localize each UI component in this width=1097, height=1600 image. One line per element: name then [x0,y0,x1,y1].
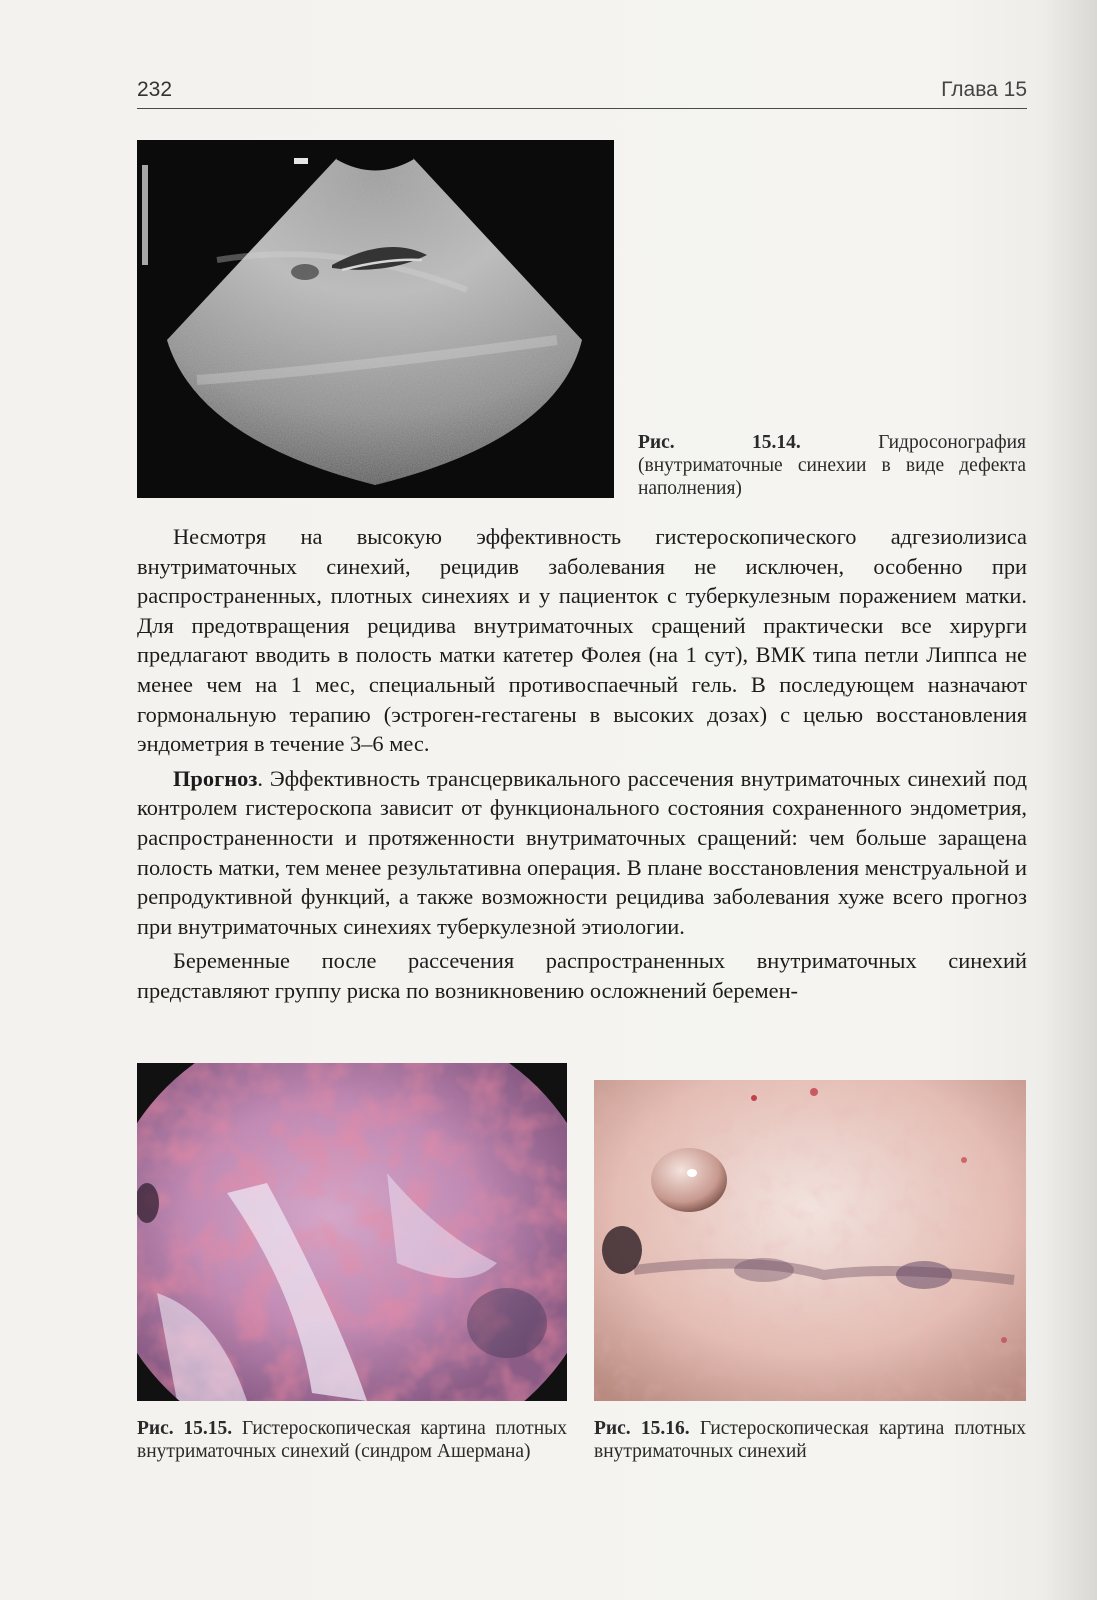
paragraph-prognosis [137,764,1027,942]
chapter-title: Глава 15 [941,78,1027,101]
prognosis-lead: Прогноз [173,765,258,791]
figure-15-15-hysteroscopy-image [137,1063,567,1401]
figure-15-15-caption-text: Гистероскопическая картина плотных внутриматочных синехий (синдром Ашермана) [137,1418,567,1462]
paragraph: Беременные после рассечения распространенных внутриматочных синехий представляют группу риска по возникновению осложнений беремен- [137,948,1027,1003]
figure-15-15-label: Рис. 15.15. [137,1418,242,1439]
paragraph: Несмотря на высокую эффективность гистероскопического адгезиолизиса внутриматочных синехий, рецидив заболевания не исключен, особенно при распространенных, плотных синехиях и у пациенток с туберкулезным поражением матки. Для предотвращения рецидива внутриматочных сращений практически все хирурги предлагают вводить в полость матки катетер Фолея (на 1 сут), ВМК типа петли Липпса не менее чем на 1 мес, специальный противоспаечный гель. В последующем назначают гормональную терапию (эстроген-гестагены в высоких дозах) с целью восстановления эндометрия в течение 3–6 мес. [137,524,1027,757]
figure-15-14-label: Рис. 15.14. [638,432,879,453]
figure-15-14-ultrasound-image [137,140,614,498]
figure-15-15-caption [137,1417,567,1463]
body-text [137,522,1027,1006]
figure-15-16-caption [594,1417,1026,1463]
page-number: 232 [137,78,173,101]
figure-15-16-hysteroscopy-image [594,1080,1026,1401]
figure-15-14-caption-text: Гидросонография (внутриматочные синехии в виде дефекта наполнения) [638,432,1026,499]
figure-15-16-caption-text: Гистероскопическая картина плотных внутриматочных синехий [594,1418,1026,1462]
prognosis-text: . Эффективность трансцервикального рассечения внутриматочных синехий под контролем гистероскопа зависит от функционального состояния сохраненного эндометрия, распространенности и протяженности внутриматочных сращений: чем больше заращена полость матки, тем менее результативна операция. В плане восстановления менструальной и репродуктивной функций, а также возможности рецидива заболевания хуже всего прогноз при внутриматочных синехиях туберкулезной этиологии. [137,765,1027,939]
figure-15-16-label: Рис. 15.16. [594,1418,700,1439]
running-header [137,74,1027,109]
figure-15-14-caption [638,431,1026,500]
